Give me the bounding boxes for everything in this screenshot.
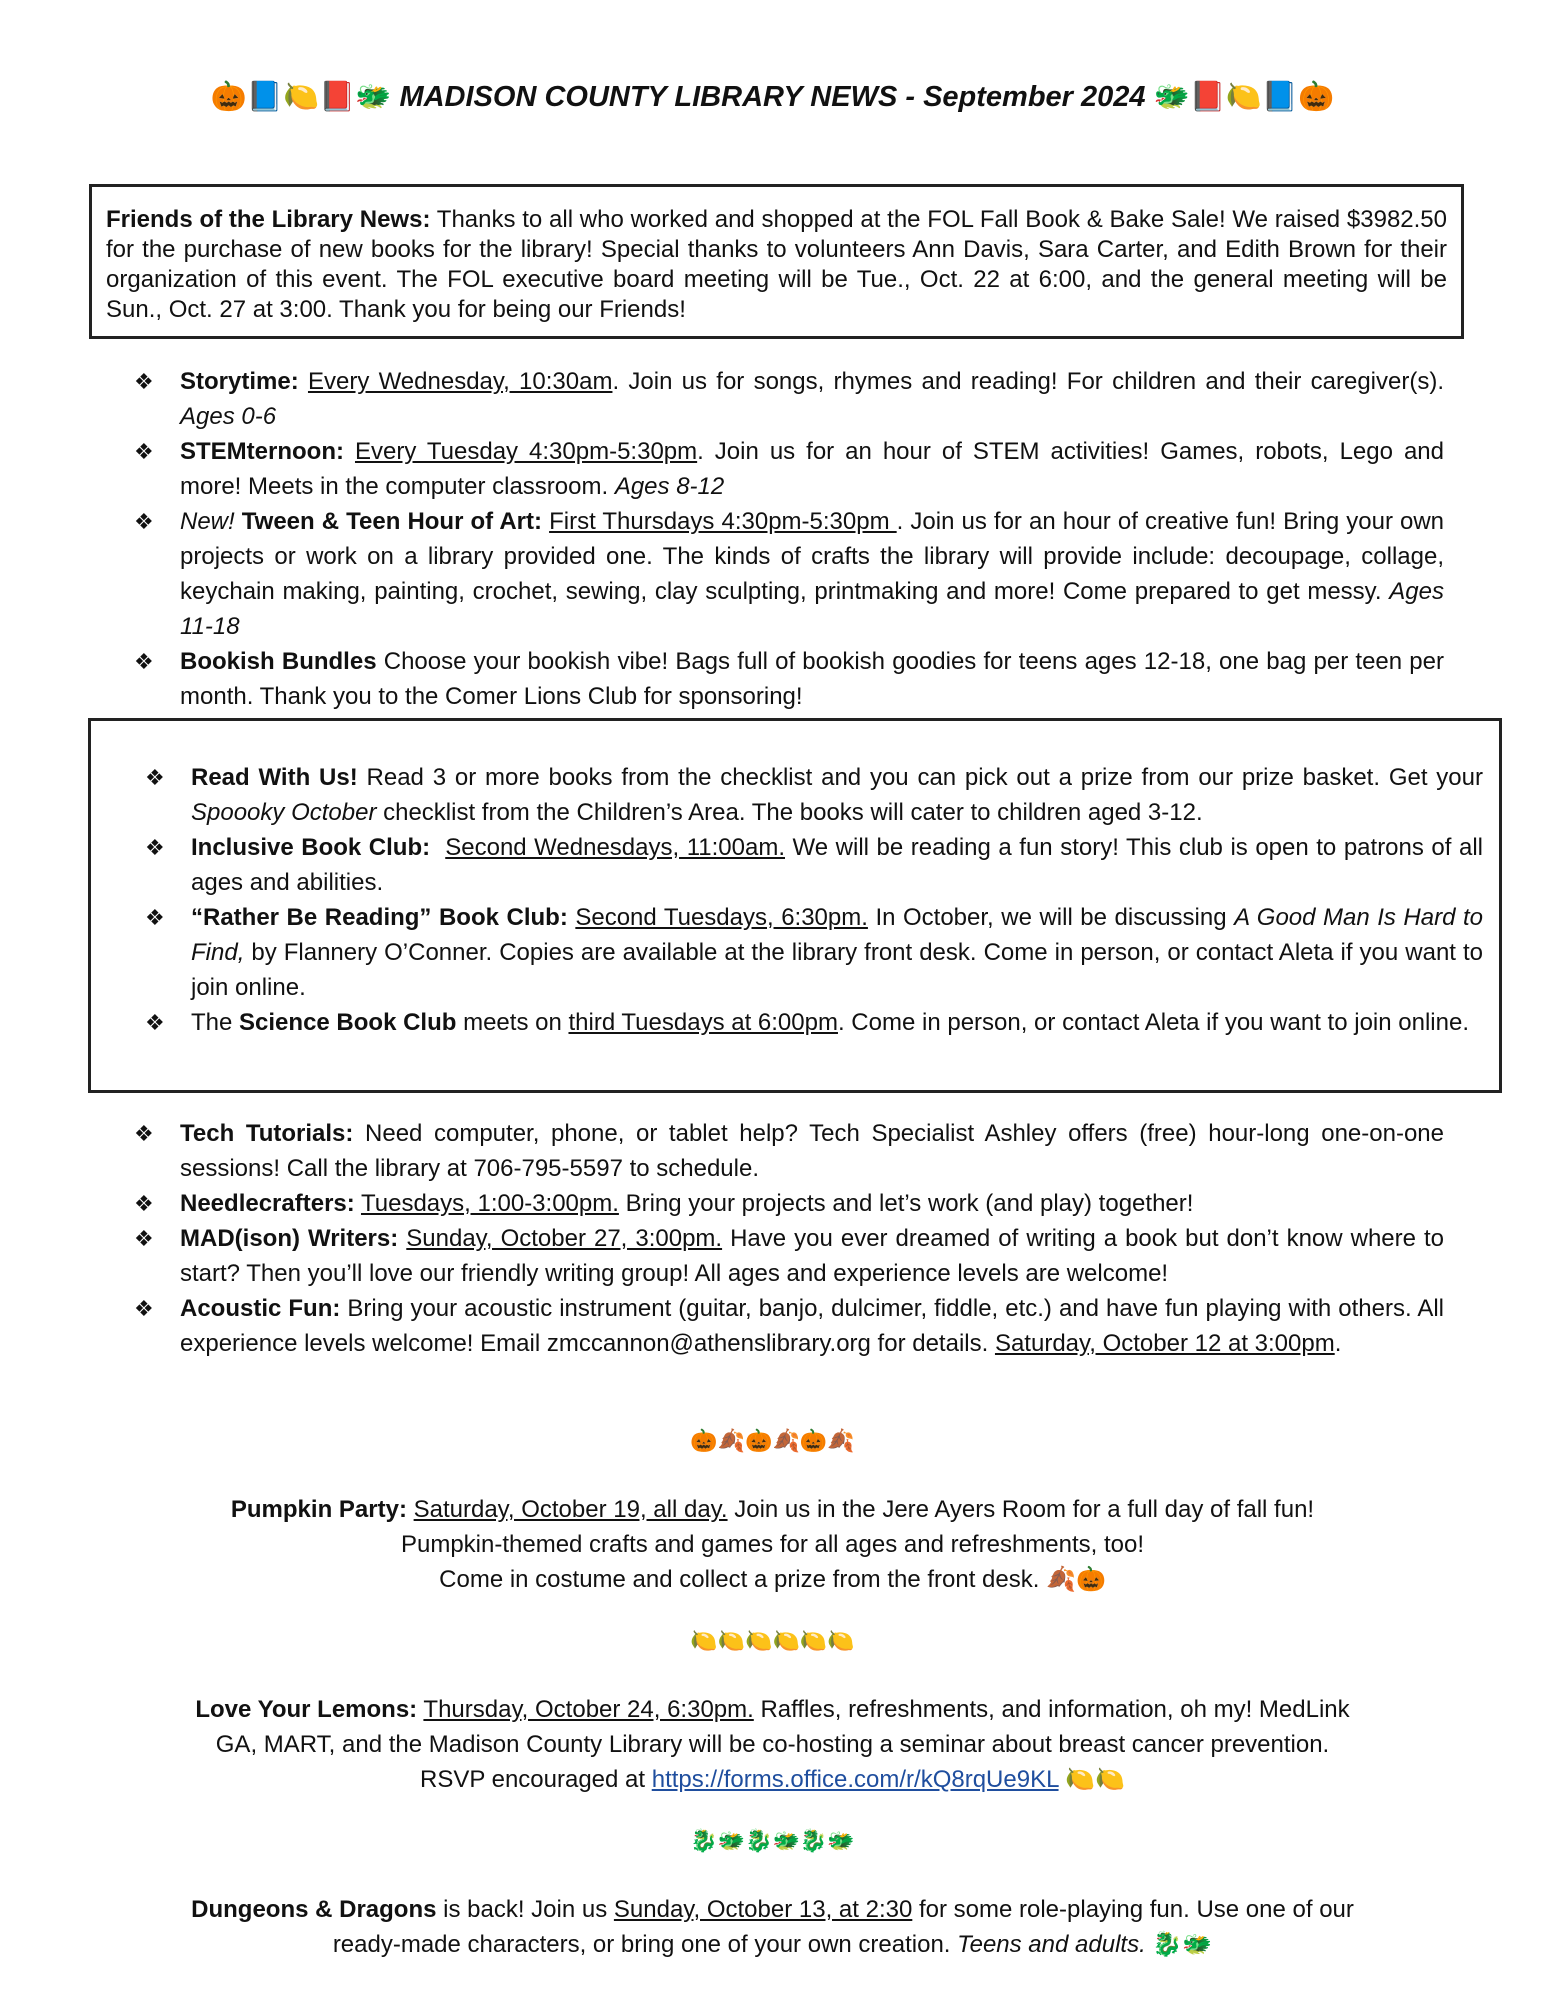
header-emoji-left: 🎃📘🍋📕🐲 [210, 81, 392, 113]
tech-label: Tech Tutorials: [180, 1120, 354, 1147]
header-emoji-right: 🐲📕🍋📘🎃 [1153, 81, 1335, 113]
dnd-schedule: Sunday, October 13, at 2:30 [613, 1896, 913, 1923]
love-your-lemons-section [0, 1692, 1545, 1797]
dnd-audience: Teens and adults. [957, 1931, 1146, 1958]
acoustic-end: . [1334, 1330, 1342, 1357]
tween-ages: Ages 11-18 [180, 578, 1444, 640]
pumpkin-label: Pumpkin Party: [230, 1496, 407, 1523]
stem-schedule: Every Tuesday 4:30pm-5:30pm [354, 438, 698, 465]
pumpkin-line-2: Pumpkin-themed crafts and games for all ages and refreshments, too! [400, 1531, 1145, 1558]
programs-list-1 [134, 364, 1445, 714]
tween-text: . Join us for an hour of creative fun! Bring your own projects or work on a library provided one. The kinds of crafts the library will provide include: decoupage, collage, keychain making, painting, crochet, sewing, clay sculpting, printmaking and more! Come prepared to get messy. [180, 508, 1445, 605]
lemons-line3-emoji: 🍋🍋 [1058, 1766, 1125, 1793]
programs-list-2 [145, 760, 1484, 1040]
programs-list-3 [134, 1116, 1445, 1361]
list-item-bookish-bundles [134, 644, 1444, 714]
storytime-ages: Ages 0-6 [180, 403, 277, 430]
bullet-diamond-icon: ❖ [145, 905, 165, 930]
list-item-acoustic-fun [134, 1291, 1445, 1361]
needle-schedule: Tuesdays, 1:00-3:00pm. [360, 1190, 619, 1217]
science-schedule: third Tuesdays at 6:00pm [568, 1009, 838, 1036]
inclusive-schedule: Second Wednesdays, 11:00am. [445, 834, 785, 861]
friends-of-library-box [89, 184, 1464, 339]
tween-label: Tween & Teen Hour of Art: [241, 508, 542, 535]
pumpkin-schedule: Saturday, October 19, all day. [413, 1496, 728, 1523]
rather-book-title: A Good Man Is Hard to Find, [191, 904, 1483, 966]
fol-label: Friends of the Library News: [106, 206, 431, 233]
acoustic-label: Acoustic Fun: [180, 1295, 341, 1322]
list-item-science-book-club [145, 1005, 1483, 1040]
bullet-diamond-icon: ❖ [134, 1191, 154, 1216]
bullet-diamond-icon: ❖ [134, 1226, 154, 1251]
list-item-storytime [134, 364, 1445, 434]
dnd-text-2: for some role-playing fun. Use one of our [912, 1896, 1354, 1923]
stem-label: STEMternoon: [180, 438, 344, 465]
dungeons-dragons-section [0, 1892, 1545, 1962]
dnd-emoji: 🐉🐲 [1145, 1931, 1213, 1958]
pumpkin-emoji-row: 🎃🍂🎃🍂🎃🍂 [690, 1428, 855, 1453]
title-text: MADISON COUNTY LIBRARY NEWS - September 2024 [399, 81, 1146, 113]
tech-text: Need computer, phone, or tablet help? Tech Specialist Ashley offers (free) hour-long one-on-one sessions! Call the library at 706-795-5597 to schedule. [180, 1120, 1444, 1182]
lemons-text-1: Raffles, refreshments, and information, oh my! MedLink [753, 1696, 1350, 1723]
fol-paragraph [106, 205, 1447, 325]
lemons-line-2: GA, MART, and the Madison County Library will be co-hosting a seminar about breast cancer prevention. [215, 1731, 1330, 1758]
storytime-text: . Join us for songs, rhymes and reading! For children and their caregiver(s). [612, 368, 1445, 395]
lemons-line-3 [0, 1762, 1545, 1797]
tween-new-tag: New! [180, 508, 235, 535]
stem-text: . Join us for an hour of STEM activities! Games, robots, Lego and more! Meets in the computer classroom. [180, 438, 1444, 500]
bullet-diamond-icon: ❖ [145, 765, 165, 790]
inclusive-label: Inclusive Book Club: [191, 834, 431, 861]
bullet-diamond-icon: ❖ [134, 1121, 154, 1146]
bookish-label: Bookish Bundles [180, 648, 377, 675]
list-item-tween-art [134, 504, 1445, 644]
dnd-label: Dungeons & Dragons [191, 1896, 437, 1923]
inclusive-text: We will be reading a fun story! This club is open to patrons of all ages and abilities. [191, 834, 1484, 896]
pumpkin-text-1: Join us in the Jere Ayers Room for a full day of fall fun! [727, 1496, 1315, 1523]
acoustic-schedule: Saturday, October 12 at 3:00pm [994, 1330, 1335, 1357]
lemons-label: Love Your Lemons: [195, 1696, 418, 1723]
bullet-diamond-icon: ❖ [145, 835, 165, 860]
fol-text: Thanks to all who worked and shopped at the FOL Fall Book & Bake Sale! We raised $3982.50 for the purchase of new books for the library! Special thanks to volunteers Ann Davis, Sara Carter, and Edith Brown for their organization of this event. The FOL executive board meeting will be Tue., Oct. 22 at 6:00, and the general meeting will be Sun., Oct. 27 at 3:00. Thank you for being our Friends! [106, 206, 1447, 323]
mad-schedule: Sunday, October 27, 3:00pm. [406, 1225, 723, 1252]
list-item-needlecrafters [134, 1186, 1444, 1221]
acoustic-text: Bring your acoustic instrument (guitar, banjo, dulcimer, fiddle, etc.) and have fun playing with others. All experience levels welcome! Email zmccannon@athenslibrary.org for details. [180, 1295, 1445, 1357]
science-pre: The [191, 1009, 240, 1036]
list-item-stemternoon [134, 434, 1444, 504]
rather-text-1: In October, we will be discussing [867, 904, 1235, 931]
rsvp-link[interactable]: https://forms.office.com/r/kQ8rqUe9KL [651, 1766, 1059, 1793]
tween-schedule: First Thursdays 4:30pm-5:30pm [549, 508, 897, 535]
bullet-diamond-icon: ❖ [134, 369, 154, 394]
dnd-text-1: is back! Join us [436, 1896, 614, 1923]
storytime-label: Storytime: [180, 368, 299, 395]
needle-text: Bring your projects and let’s work (and play) together! [618, 1190, 1194, 1217]
bullet-diamond-icon: ❖ [134, 649, 154, 674]
science-label: Science Book Club [239, 1009, 457, 1036]
pumpkin-line-1 [0, 1492, 1545, 1527]
list-item-read-with-us [145, 760, 1483, 830]
bullet-diamond-icon: ❖ [134, 509, 154, 534]
lemon-emoji-row: 🍋🍋🍋🍋🍋🍋 [690, 1628, 855, 1653]
bullet-diamond-icon: ❖ [134, 1296, 154, 1321]
list-item-tech-tutorials [134, 1116, 1444, 1186]
science-text: . Come in person, or contact Aleta if you want to join online. [837, 1009, 1469, 1036]
dnd-line-1 [0, 1892, 1545, 1927]
read-label: Read With Us! [191, 764, 358, 791]
needle-label: Needlecrafters: [180, 1190, 355, 1217]
pumpkin-line-3 [0, 1562, 1545, 1597]
list-item-madison-writers [134, 1221, 1445, 1291]
read-italic: Spoooky October [191, 799, 377, 826]
bullet-diamond-icon: ❖ [145, 1010, 165, 1035]
bookish-text: Choose your bookish vibe! Bags full of bookish goodies for teens ages 12-18, one bag per teen per month. Thank you to the Comer Lions Club for sponsoring! [180, 648, 1444, 710]
mad-label: MAD(ison) Writers: [180, 1225, 399, 1252]
dragon-emoji-row: 🐉🐲🐉🐲🐉🐲 [690, 1828, 855, 1853]
pumpkin-party-section [0, 1492, 1545, 1597]
list-item-inclusive-book-club [145, 830, 1484, 900]
bullet-diamond-icon: ❖ [134, 439, 154, 464]
dnd-line-2 [0, 1927, 1545, 1962]
pumpkin-line3-emoji: 🍂🎃 [1046, 1566, 1106, 1593]
mad-text: Have you ever dreamed of writing a book but don’t know where to start? Then you’ll love our friendly writing group! All ages and experience levels are welcome! [180, 1225, 1445, 1287]
newsletter-title [0, 80, 1545, 114]
science-mid: meets on [456, 1009, 569, 1036]
storytime-schedule: Every Wednesday, 10:30am [307, 368, 613, 395]
dnd-text-3: ready-made characters, or bring one of your own creation. [332, 1931, 958, 1958]
rather-label: “Rather Be Reading” Book Club: [191, 904, 568, 931]
lemons-schedule: Thursday, October 24, 6:30pm. [423, 1696, 754, 1723]
read-text-2: checklist from the Children’s Area. The books will cater to children aged 3-12. [376, 799, 1203, 826]
pumpkin-text-3: Come in costume and collect a prize from the front desk. [439, 1566, 1047, 1593]
rather-text-2: by Flannery O’Conner. Copies are available at the library front desk. Come in person, or contact Aleta if you want to join online. [191, 939, 1483, 1001]
stem-ages: Ages 8-12 [614, 473, 725, 500]
list-item-rather-be-reading [145, 900, 1483, 1005]
lemons-line-1 [0, 1692, 1545, 1727]
read-text-1: Read 3 or more books from the checklist and you can pick out a prize from our prize basket. Get your [357, 764, 1483, 791]
lemons-text-3: RSVP encouraged at [420, 1766, 652, 1793]
rather-schedule: Second Tuesdays, 6:30pm. [575, 904, 868, 931]
